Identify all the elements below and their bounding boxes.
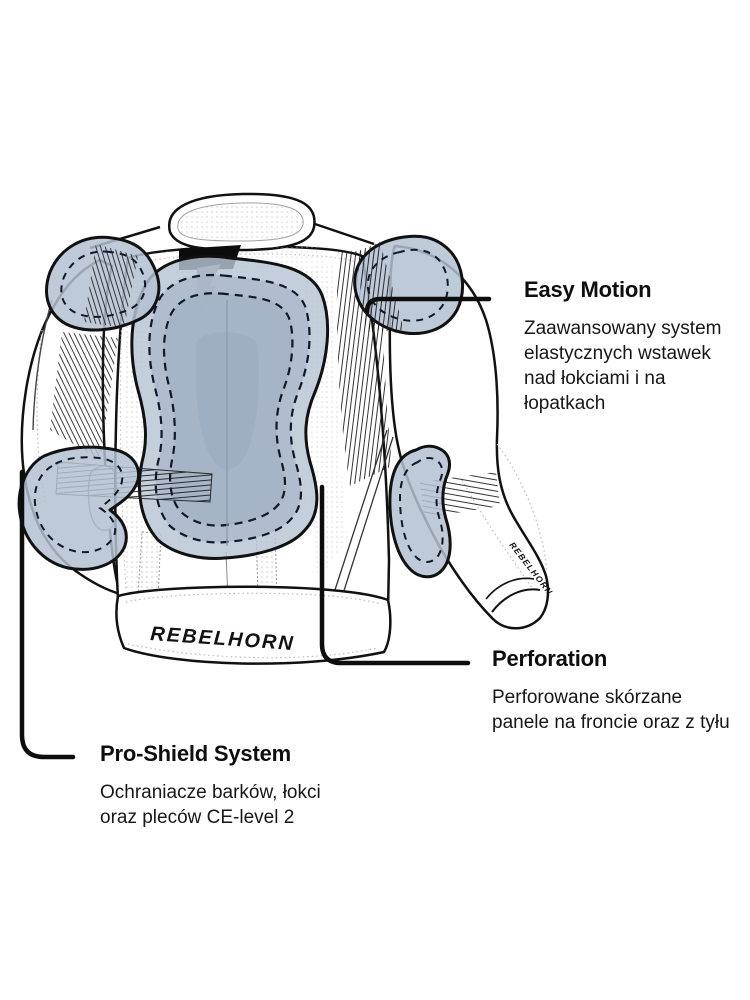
callout-easy-motion [524, 277, 750, 416]
callout-text-line: elastycznych wstawek [524, 343, 711, 364]
sleeve-brand-logo: REBELHORN [507, 540, 556, 598]
hem-brand-logo: REBELHORN [149, 623, 296, 656]
callout-title: Easy Motion [524, 277, 652, 302]
callout-text-line: łopatkach [524, 393, 606, 414]
callout-text-line: Perforowane skórzane [492, 687, 683, 708]
callout-text-line: Ochraniacze barków, łokci [100, 782, 321, 803]
callout-pro-shield [100, 741, 390, 830]
callout-text-line: Zaawansowany system [524, 318, 722, 339]
callout-text-line: panele na froncie oraz z tyłu [492, 712, 730, 733]
callout-perforation [492, 646, 750, 735]
callout-title: Pro-Shield System [100, 741, 291, 766]
callout-title: Perforation [492, 646, 608, 671]
hem-band [116, 587, 390, 664]
callout-text-line: oraz pleców CE-level 2 [100, 807, 295, 828]
back-protector [132, 256, 328, 558]
callout-text-line: nad łokciami i na [524, 368, 666, 389]
shoulder-protector-right [355, 236, 463, 333]
